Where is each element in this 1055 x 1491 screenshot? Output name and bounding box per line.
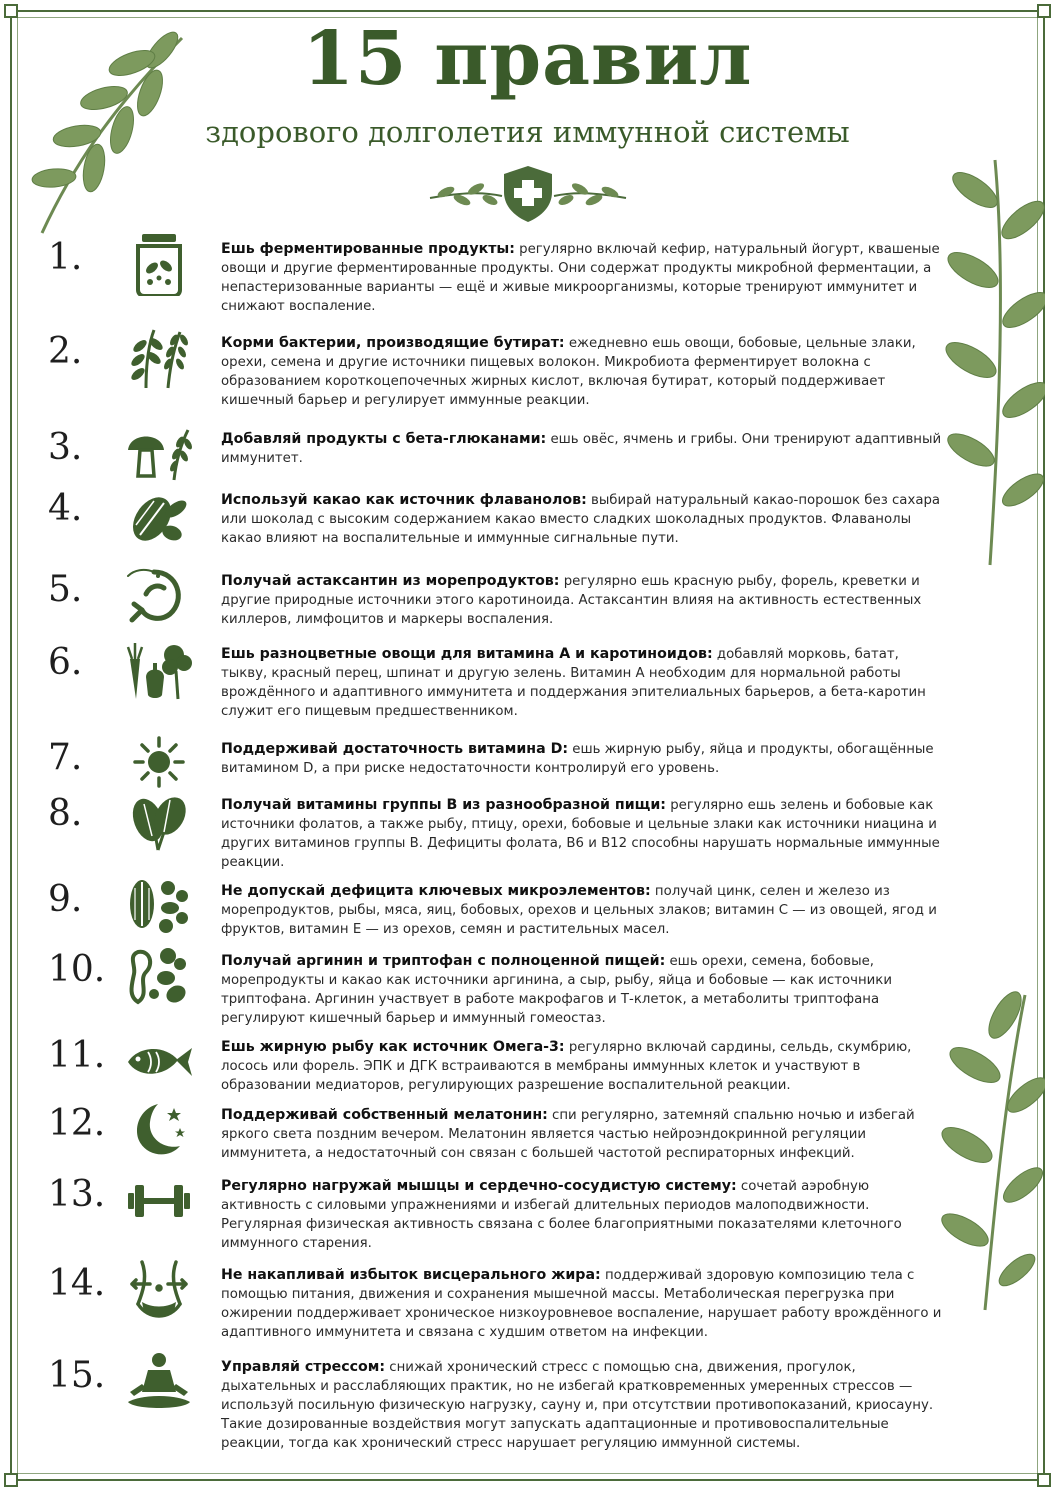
meditation-icon (124, 1350, 194, 1414)
shrimp-icon (124, 564, 194, 628)
cocoa-icon (124, 483, 194, 547)
rule-body: регулярно включай кефир, натуральный йогурт, квашеные овощи и другие ферментированные продукты. Они содержат продукты микробной ферментации, а непастеризованные варианты — ещё и живые микроорганизмы, которые тренируют иммунитет и снижают воспаление. (221, 242, 940, 314)
rule-title: Ешь ферментированные продукты: (221, 241, 515, 257)
moon-icon (124, 1098, 194, 1162)
dumbbell-icon (124, 1169, 194, 1233)
page-subtitle: здорового долголетия иммунной системы (205, 115, 850, 149)
rule-number: 13. (48, 1174, 106, 1215)
rule-body: снижай хронический стресс с помощью сна, движения, прогулок, дыхательных и расслабляющих практик, но не избегай кратковременных умеренных стрессов — используй посильную физическую нагрузку, сауну и, при отсутствии противопоказаний, криосауну. Такие дозированные воздействия могут запускать адаптационные и противовоспалительные реакции, тогда как хронический стресс нарушает регуляцию иммунной системы. (221, 1360, 934, 1451)
rule-body: ежедневно ешь овощи, бобовые, цельные злаки, орехи, семена и другие источники пищевых волокон. Микробиота ферментирует волокна с образованием короткоцепочечных жирных кислот, включая бутират, который поддерживает кишечный барьер и регулирует иммунные реакции. (221, 336, 916, 408)
rule-number: 12. (48, 1103, 106, 1144)
rule-body: получай цинк, селен и железо из морепродуктов, рыбы, мяса, яиц, бобовых, орехов и цельных злаков; витамин С — из овощей, ягод и фруктов, витамин Е — из орехов, семян и растительных масел. (221, 884, 937, 937)
rule-number: 7. (48, 737, 83, 778)
rule-number: 3. (48, 427, 83, 468)
rule-title: Корми бактерии, производящие бутират: (221, 335, 565, 351)
rule-body: ешь жирную рыбу, яйца и продукты, обогащённые витамином D, а при риске недостаточности контролируй его уровень. (221, 742, 934, 776)
nuts-icon (124, 944, 194, 1008)
rule-number: 11. (48, 1035, 106, 1076)
leaf-branch-right-bottom-icon (935, 985, 1045, 1315)
frame-corner (1037, 1473, 1051, 1487)
rule-body: регулярно включай сардины, сельдь, скумбрию, лосось или форель. ЭПК и ДГК встраиваются в мембраны иммунных клеток и участвуют в образовании медиаторов, регулирующих разрешение воспалительной реакции. (221, 1040, 912, 1093)
waist-icon (124, 1258, 194, 1322)
rule-title: Управляй стрессом: (221, 1359, 386, 1375)
rule-number: 9. (48, 879, 83, 920)
seeds-icon (124, 874, 194, 938)
rule-body: добавляй морковь, батат, тыкву, красный перец, шпинат и другую зелень. Витамин А необходим для нормальной работы врождённого и адаптивного иммунитета и поддержания эпителиальных барьеров, а бета-каротин служит его пищевым предшественником. (221, 647, 926, 719)
rule-title: Получай астаксантин из морепродуктов: (221, 573, 560, 589)
rule-title: Получай аргинин и триптофан с полноценной пищей: (221, 953, 666, 969)
rule-title: Поддерживай собственный мелатонин: (221, 1107, 548, 1123)
rule-number: 14. (48, 1263, 106, 1304)
rule-body: выбирай натуральный какао-порошок без сахара или шоколад с высоким содержанием какао вместо сладких шоколадных продуктов. Флаванолы какао влияют на воспалительные и иммунные сигнальные пути. (221, 493, 941, 546)
rule-number: 2. (48, 331, 83, 372)
rule-title: Регулярно нагружай мышцы и сердечно-сосудистую систему: (221, 1178, 737, 1194)
shield-cross-icon (424, 162, 632, 224)
rule-title: Не допускай дефицита ключевых микроэлементов: (221, 883, 651, 899)
frame-corner (4, 1473, 18, 1487)
spinach-icon (124, 788, 194, 852)
rule-number: 1. (48, 237, 83, 278)
rule-title: Используй какао как источник флаванолов: (221, 492, 587, 508)
rule-number: 4. (48, 488, 83, 529)
fish-icon (124, 1030, 194, 1094)
rule-title: Получай витамины группы B из разнообразной пищи: (221, 797, 666, 813)
leaf-branch-right-top-icon (935, 150, 1045, 570)
rule-body: регулярно ешь красную рыбу, форель, креветки и другие природные источники этого каротиноида. Астаксантин влияя на активность естественных киллеров, лимфоцитов и маркеры воспаления. (221, 574, 922, 627)
wheat-leaves-icon (124, 326, 194, 390)
rule-title: Не накапливай избыток висцерального жира: (221, 1267, 601, 1283)
rule-title: Добавляй продукты с бета-глюканами: (221, 431, 547, 447)
rule-body: ешь орехи, семена, бобовые, морепродукты и какао как источники аргинина, а сыр, рыбу, яйца и бобовые — как источники триптофана. Аргинин участвует в работе макрофагов и Т-клеток, а метаболиты триптофана регулируют кишечный барьер и иммунный гомеостаз. (221, 954, 892, 1026)
frame-corner (1037, 4, 1051, 18)
rule-number: 5. (48, 569, 83, 610)
rule-body: спи регулярно, затемняй спальню ночью и избегай яркого света поздним вечером. Мелатонин является частью нейроэндокринной регуляции иммунитета, а недостаточный сон связан с большей частотой респираторных инфекций. (221, 1108, 915, 1161)
rule-number: 8. (48, 793, 83, 834)
rule-body: сочетай аэробную активность с силовыми упражнениями и избегай длительных периодов малоподвижности. Регулярная физическая активность связана с более благоприятными показателями клеточного иммунного старения. (221, 1179, 902, 1251)
rule-number: 6. (48, 642, 83, 683)
rule-number: 15. (48, 1355, 106, 1396)
vegetables-icon (124, 637, 194, 701)
rule-title: Ешь разноцветные овощи для витамина А и каротиноидов: (221, 646, 713, 662)
jar-icon (124, 232, 194, 296)
rule-body: ешь овёс, ячмень и грибы. Они тренируют адаптивный иммунитет. (221, 432, 942, 466)
rule-number: 10. (48, 949, 106, 990)
page-title: 15 правил (302, 16, 753, 102)
rule-body: поддерживай здоровую композицию тела с помощью питания, движения и сохранения мышечной массы. Метаболическая перегрузка при ожирении поддерживает хроническое низкоуровневое воспаление, нарушает работу врождённого и адаптивного иммунитета и связана с худшим ответом на инфекции. (221, 1268, 942, 1340)
frame-corner (4, 4, 18, 18)
rule-title: Ешь жирную рыбу как источник Омега-3: (221, 1039, 565, 1055)
mushroom-icon (124, 422, 194, 486)
rule-title: Поддерживай достаточность витамина D: (221, 741, 569, 757)
rule-body: регулярно ешь зелень и бобовые как источники фолатов, а также рыбу, птицу, орехи, бобовые и цельные злаки как источники ниацина и других витаминов группы B. Дефициты фолата, B6 и B12 способны нарушать нормальные иммунные реакции. (221, 798, 940, 870)
sun-icon (124, 732, 194, 796)
